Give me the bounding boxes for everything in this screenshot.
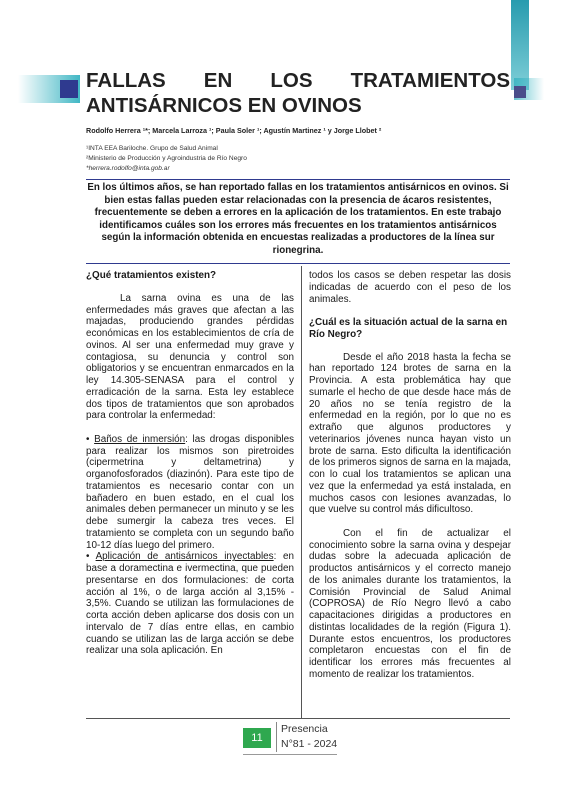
- paragraph-training: Con el fin de actualizar el conocimiento sobre la sarna ovina y despejar dudas sobre la adecuada aplicación de productos antisárnicos y el correcto manejo de los animales durante los tratamientos, la Comisión Provincial de Salud Animal (COPROSA) de Río Negro llevó a cabo capacitaciones dirigidas a productores en distintas localidades de la región (Figura 1). Durante estos encuentros, los productores completaron encuestas con el fin de identificar los errores más frecuentes al momento de realizar los tratamientos.: [309, 527, 511, 680]
- left-column: [86, 270, 294, 657]
- footer-separator: [276, 722, 277, 752]
- bullet-baths: [86, 434, 294, 552]
- header-decoration-square-left: [60, 80, 78, 98]
- column-divider: [301, 266, 302, 718]
- bullet-text-injectables: : en base a doramectina e ivermectina, que pueden presentarse en dos formulaciones: de corta acción al 1%, o de larga acción al 3,15% - 3,5%. Cuando se utilizan las formulaciones de corta acción deben aplicarse dos dosis con un intervalo de 7 días entre ellas, en cambio cuando se utilizan las de larga acción se debe realizar una sola aplicación. En: [86, 551, 294, 657]
- header-decoration-right-bar: [511, 0, 529, 90]
- bullet-term-baths: Baños de inmersión: [94, 433, 186, 445]
- author-list: Rodolfo Herrera ¹*; Marcela Larroza ¹; Paula Soler ¹; Agustín Martinez ¹ y Jorge Llobet ²: [86, 126, 382, 135]
- issue-number: N°81 - 2024: [281, 738, 338, 750]
- bullet-injectables: [86, 551, 294, 657]
- abstract-top-rule: [86, 179, 510, 180]
- paragraph-outbreaks: Desde el año 2018 hasta la fecha se han reportado 124 brotes de sarna en la Provincia. A esta problemática hay que sumarle el hecho de que desde hace más de 20 años no se tenía registro de la enfermedad en la región, por lo que no es extraño que algunos productores y veterinarios jóvenes nunca hayan visto un brote de sarna. Esto dificulta la identificación de los primeros signos de sarna en la majada, con lo cual los tratamientos se aplican una vez que la enfermedad ya está instalada, en muchos casos con lesiones avanzadas, lo que vuelve su control más dificultoso.: [309, 351, 511, 516]
- footer-underline: [243, 754, 337, 755]
- article-title: FALLAS EN LOS TRATAMIENTOS ANTISÁRNICOS EN OVINOS: [86, 69, 510, 117]
- header-decoration-square-right: [514, 86, 526, 98]
- footer-rule: [86, 718, 510, 719]
- bullet-marker: •: [86, 433, 90, 445]
- paragraph-continuation: todos los casos se deben respetar las dosis indicadas de acuerdo con el peso de los animales.: [309, 270, 511, 305]
- bullet-text-baths: : las drogas disponibles para realizar los mismos son piretroides (cipermetrina y deltametrina) y organofosforados (diazinón). Para este tipo de tratamientos es necesario contar con un bañadero en buen estado, en el cual los animales deben permanecer un minuto y se les debe sumergir la cabeza tres veces. El tratamiento se completa con un segundo baño 10-12 días luego del primero.: [86, 433, 295, 551]
- contact-email: *herrera.rodolfo@inta.gob.ar: [86, 165, 170, 172]
- right-column: [309, 270, 511, 681]
- affiliation-1: ¹INTA EEA Bariloche. Grupo de Salud Animal: [86, 145, 218, 152]
- section-heading-situation: ¿Cuál es la situación actual de la sarna en Río Negro?: [309, 317, 508, 340]
- abstract-bottom-rule: [86, 263, 510, 264]
- affiliations: [86, 144, 516, 174]
- page-number: 11: [243, 728, 271, 748]
- bullet-term-injectables: Aplicación de antisárnicos inyectables: [95, 551, 274, 563]
- section-heading-treatments: ¿Qué tratamientos existen?: [86, 270, 217, 281]
- paragraph-intro: La sarna ovina es una de las enfermedades más graves que afectan a las majadas, produciendo grandes pérdidas económicas en los establecimientos de cría de ovinos. Al ser una enfermedad muy grave y contagiosa, su denuncia y control son obligatorios y se encuentran enmarcados en la ley 14.305-SENASA para el control y erradicación de la sarna. Esta ley establece dos tipos de tratamientos que son aprobados para controlar la enfermedad:: [86, 292, 294, 422]
- publication-info: [281, 722, 337, 752]
- bullet-marker: •: [86, 551, 90, 563]
- abstract: En los últimos años, se han reportado fallas en los tratamientos antisárnicos en ovinos. Si bien estas fallas pueden estar relacionadas con la presencia de ácaros resistentes, frecuentemente se deben a errores en la aplicación de los tratamientos. En este trabajo identificamos cuáles son los errores más frecuentes en los tratamientos antisárnicos según la información obtenida en encuestas realizadas a productores de la línea sur rionegrina.: [87, 182, 509, 256]
- publication-name: Presencia: [281, 723, 328, 735]
- affiliation-2: ²Ministerio de Producción y Agroindustria de Río Negro: [86, 155, 247, 162]
